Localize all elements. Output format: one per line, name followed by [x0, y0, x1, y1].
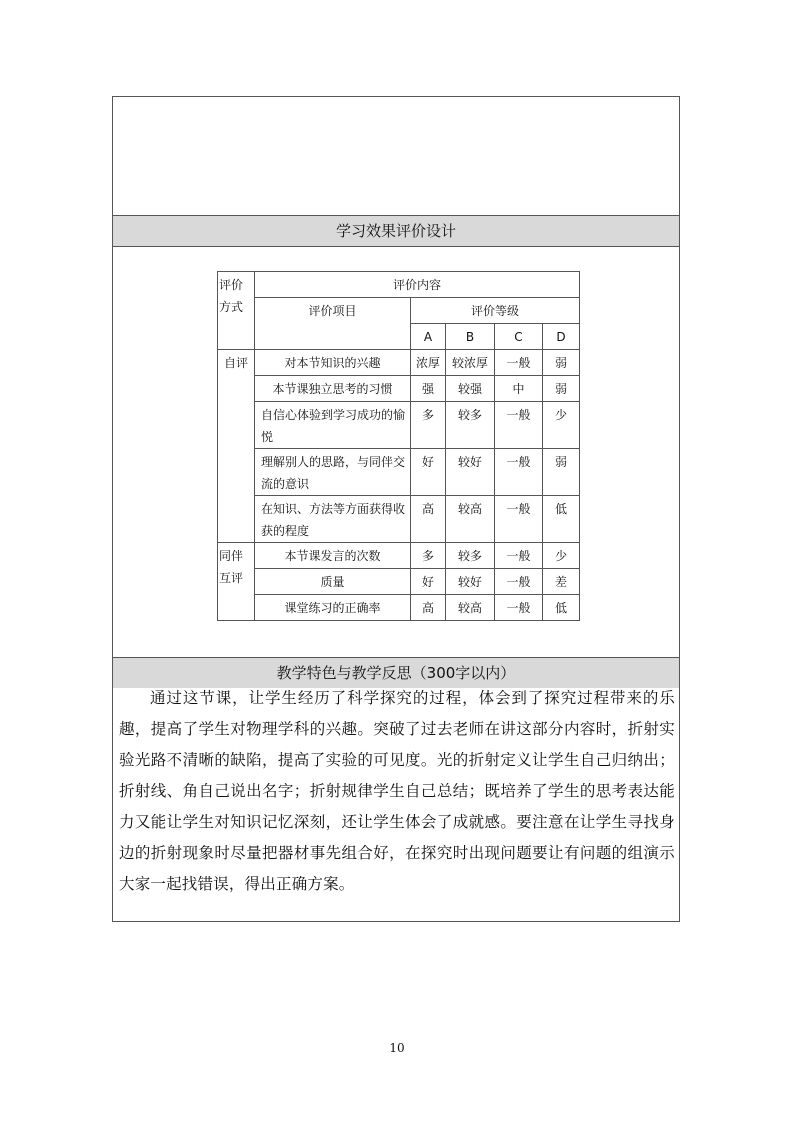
item-cell: 理解别人的思路，与同伴交流的意识: [255, 449, 411, 496]
grade-value-cell: 低: [543, 496, 580, 543]
page-number: 10: [389, 1041, 405, 1055]
grade-value-cell: 好: [411, 569, 446, 595]
grade-value-cell: 多: [411, 402, 446, 449]
item-cell: 本节课发言的次数: [255, 543, 411, 569]
grade-value-cell: 一般: [495, 402, 543, 449]
grade-value-cell: 一般: [495, 569, 543, 595]
table-row: [218, 595, 580, 621]
lesson-plan-frame: [112, 96, 680, 922]
grade-value-cell: 较高: [446, 595, 495, 621]
grade-value-cell: 一般: [495, 496, 543, 543]
grade-value-cell: 较强: [446, 376, 495, 402]
table-row: [218, 543, 580, 569]
grade-value-cell: 中: [495, 376, 543, 402]
grade-value-cell: 一般: [495, 350, 543, 376]
item-cell: 在知识、方法等方面获得收获的程度: [255, 496, 411, 543]
grade-value-cell: 弱: [543, 350, 580, 376]
grade-value-cell: 高: [411, 595, 446, 621]
grade-value-cell: 一般: [495, 543, 543, 569]
grade-value-cell: 较好: [446, 449, 495, 496]
grade-value-cell: 较多: [446, 402, 495, 449]
grade-value-cell: 较浓厚: [446, 350, 495, 376]
table-row: [218, 350, 580, 376]
grade-value-cell: 弱: [543, 376, 580, 402]
grade-value-cell: 多: [411, 543, 446, 569]
grade-label: A: [411, 324, 446, 350]
grade-value-cell: 较多: [446, 543, 495, 569]
method-cell: 同伴互评: [218, 543, 255, 621]
grade-label: B: [446, 324, 495, 350]
table-row: [218, 402, 580, 449]
evaluation-table-body: [218, 272, 580, 621]
grade-value-cell: 浓厚: [411, 350, 446, 376]
grade-value-cell: 较高: [446, 496, 495, 543]
item-cell: 自信心体验到学习成功的愉悦: [255, 402, 411, 449]
grade-label: C: [495, 324, 543, 350]
grade-value-cell: 一般: [495, 595, 543, 621]
evaluation-table: [217, 271, 580, 621]
grade-value-cell: 差: [543, 569, 580, 595]
section-divider: [113, 246, 679, 247]
method-cell: 自评: [218, 350, 255, 543]
grade-value-cell: 弱: [543, 449, 580, 496]
grade-value-cell: 少: [543, 543, 580, 569]
content-header: 评价内容: [255, 272, 580, 298]
grade-value-cell: 好: [411, 449, 446, 496]
item-cell: 课堂练习的正确率: [255, 595, 411, 621]
grade-value-cell: 低: [543, 595, 580, 621]
table-row: [218, 569, 580, 595]
evaluation-section-header: 学习效果评价设计: [113, 216, 679, 246]
table-row: [218, 376, 580, 402]
table-row: [218, 449, 580, 496]
reflection-section-header: 教学特色与教学反思（300字以内）: [113, 658, 679, 688]
grade-value-cell: 强: [411, 376, 446, 402]
item-header: 评价项目: [255, 298, 411, 350]
grade-value-cell: 高: [411, 496, 446, 543]
grade-label: D: [543, 324, 580, 350]
item-cell: 本节课独立思考的习惯: [255, 376, 411, 402]
grade-value-cell: 较好: [446, 569, 495, 595]
method-header: 评价方式: [218, 272, 255, 350]
grade-header: 评价等级: [411, 298, 580, 324]
item-cell: 质量: [255, 569, 411, 595]
grade-value-cell: 一般: [495, 449, 543, 496]
reflection-paragraph: 通过这节课，让学生经历了科学探究的过程，体会到了探究过程带来的乐趣，提高了学生对物理学科的兴趣。突破了过去老师在讲这部分内容时，折射实验光路不清晰的缺陷，提高了实验的可见度。光的折射定义让学生自己归纳出；折射线、角自己说出名字；折射规律学生自己总结；既培养了学生的思考表达能力又能让学生对知识记忆深刻，还让学生体会了成就感。要注意在让学生寻找身边的折射现象时尽量把器材事先组合好，在探究时出现问题要让有问题的组演示大家一起找错误，得出正确方案。: [119, 689, 675, 893]
item-cell: 对本节知识的兴趣: [255, 350, 411, 376]
grade-value-cell: 少: [543, 402, 580, 449]
table-row: [218, 496, 580, 543]
